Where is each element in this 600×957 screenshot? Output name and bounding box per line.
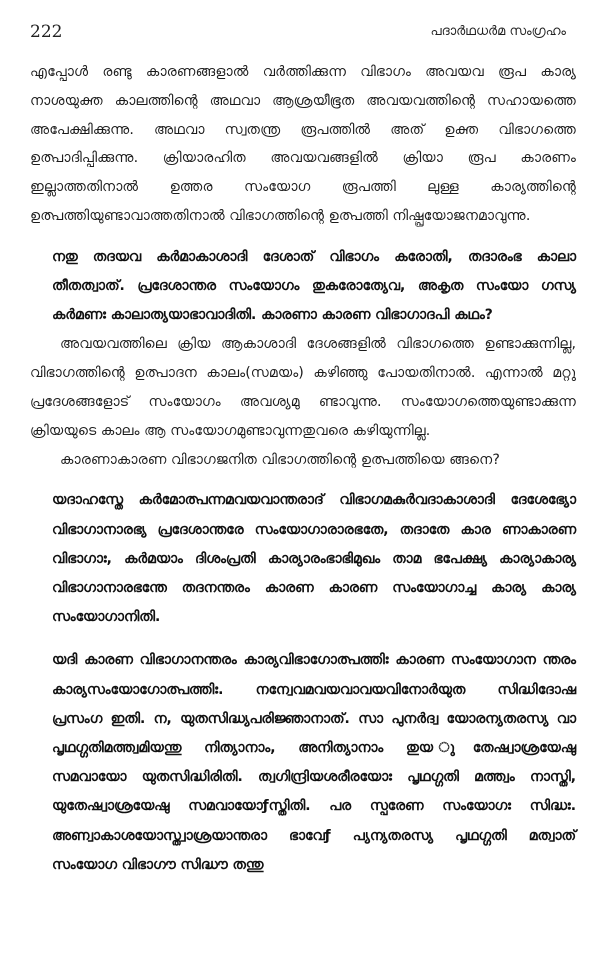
page-number: 222 xyxy=(30,22,63,42)
commentary-paragraph: കാരണാകാരണ വിഭാഗജനിത വിഭാഗത്തിന്റെ ഉത്പത്തിയെ ങ്ങനെ? xyxy=(60,451,500,468)
page-header xyxy=(30,22,576,46)
sanskrit-verse: യദി കാരണ വിഭാഗാനന്തരം കാര്യവിഭാഗോത്പത്തിഃ കാരണ സംയോഗാന ന്തരം കാര്യസംയോഗോത്പത്തിഃ. നന്വേവമവയവാവയവിനോർയുത സിദ്ധിദോഷ പ്രസംഗ ഇതി. ന, യുതസിദ്ധ്യപരിജ്ഞാനാത്. സാ പുനർദ്വ യോരന്യതരസ്യ വാ പൃഥഗ്ഗതിമത്ത്വമിയന്തു നിത്യാനാം, അനിത്യാനാം തുയ ുതേഷ്വാശ്രയേഷു സമവായോ യുതസിദ്ധിരിതി. ത്വഗിന്ദ്രിയശരീരയോഃ പൃഥഗ്ഗതി മത്ത്വം നാസ്തി, യുതേഷ്വാശ്രയേഷു സമവായോƒസ്തിതി. പര സ്പരേണ സംയോഗഃ സിദ്ധഃ. അണ്വാകാശയോസ്ത്വാശ്രയാന്തരാ ഭാവേƒ പ്യന്യതരസ്യ പൃഥഗ്ഗതി മത്വാത് സംയോഗ വിഭാഗൗ സിദ്ധൗ തന്തു xyxy=(52,652,576,873)
commentary-paragraph: അവയവത്തിലെ ക്രിയ ആകാശാദി ദേശങ്ങളിൽ വിഭാഗത്തെ ഉണ്ടാക്കുന്നില്ല, വിഭാഗത്തിന്റെ ഉത്പാദന കാലം(സമയം) കഴിഞ്ഞു പോയതിനാൽ. എന്നാൽ മറ്റു പ്രദേശങ്ങളോട് സംയോഗം അവശ്യമു ണ്ടാവുന്നു. സംയോഗത്തെയുണ്ടാക്കുന്ന ക്രിയയുടെ കാലം ആ സംയോഗമുണ്ടാവുന്നതുവരെ കഴിയുന്നില്ല. xyxy=(30,336,576,439)
page-body xyxy=(30,58,576,880)
running-title: പദാർഥധർമ സംഗ്രഹം xyxy=(430,24,566,39)
commentary-paragraph: എപ്പോൾ രണ്ടു കാരണങ്ങളാൽ വർത്തിക്കുന്ന വിഭാഗം അവയവ രൂപ കാര്യ നാശയുക്ത കാലത്തിന്റെ അഥവാ ആശ്രയീഭൂത അവയവത്തിന്റെ സഹായത്തെ അപേക്ഷിക്കുന്നു. അഥവാ സ്വതന്ത്ര രൂപത്തിൽ അത് ഉക്ത വിഭാഗത്തെ ഉത്പാദിപ്പിക്കുന്നു. ക്രിയാരഹിത അവയവങ്ങളിൽ ക്രിയാ രൂപ കാരണം ഇല്ലാത്തതിനാൽ ഉത്തര സംയോഗ രൂപത്തി ലുള്ള കാര്യത്തിന്റെ ഉത്പത്തിയുണ്ടാവാത്തതിനാൽ വിഭാഗത്തിന്റെ ഉത്പത്തി നിഷ്പ്രയോജനമാവുന്നു. xyxy=(30,64,576,224)
sanskrit-verse: നതു തദയവ കർമാകാശാദി ദേശാത് വിഭാഗം കരോതി, തദാരംഭ കാലാ തീതത്വാത്. പ്രദേശാന്തര സംയോഗം തുകരോത്യേവ, അകൃത സംയോ ഗസ്യ കർമണഃ കാലാത്യയാഭാവാദിതി. കാരണാ കാരണ വിഭാഗാദപി കഥം? xyxy=(52,248,576,324)
sanskrit-verse: യദാഹസ്തേ കർമോത്പന്നമവയവാന്തരാദ് വിഭാഗമകുർവദാകാശാദി ദേശേഭ്യോ വിഭാഗാനാരഭ്യ പ്രദേശാന്തരേ സംയോഗാരാരഭതേ, തദാതേ കാര ണാകാരണ വിഭാഗാഃ, കർമയാം ദിശംപ്രതി കാര്യാരംഭാഭിമുഖം താമ ഭപേക്ഷ്യ കാര്യാകാര്യ വിഭാഗാനാരഭന്തേ തദനന്തരം കാരണ കാരണ സംയോഗാച്ച കാര്യ കാര്യ സംയോഗാനിതി. xyxy=(52,492,576,626)
